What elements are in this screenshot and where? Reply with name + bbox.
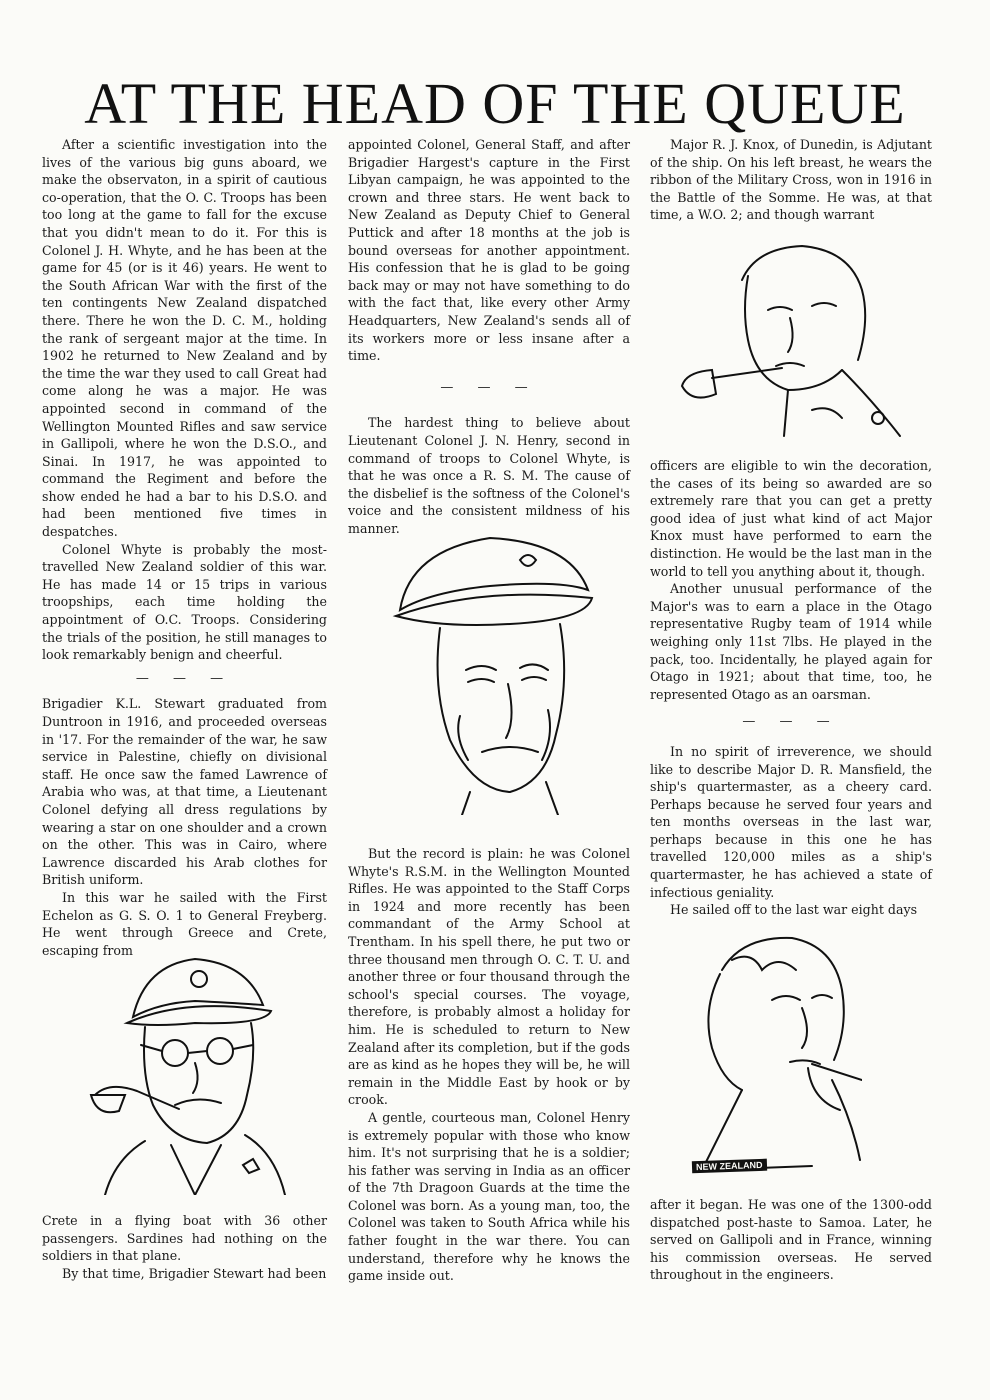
knox-rugby-paragraph: Another unusual performance of the Major's was to earn a place in the Otago representative Rugby team of 1914 while weighing only 11st 7lbs. He played in the pack, too. Incidentally, he played again for Otago in 1921; about that time, too, he represented Otago as an oarsman. <box>650 581 932 702</box>
stewart-paragraph: Brigadier K.L. Stewart graduated from Duntroon in 1916, and proceeded overseas in '17. For the remainder of the war, he saw service in Palestine, chiefly on divisional staff. He once saw the famed Lawrence of Arabia who was, at that time, a Lieutenant Colonel defying all dress regulations by wearing a star on one shoulder and a crown on the other. This was in Cairo, where Lawrence discarded his Arab clothes for British uniform. <box>42 696 327 888</box>
column-3-middle <box>650 457 932 919</box>
stewart-continued-paragraph: By that time, Brigadier Stewart had been <box>62 1265 327 1281</box>
henry-portrait-sketch <box>370 520 610 815</box>
separator: — — — <box>440 379 538 395</box>
knox-cross-paragraph: officers are eligible to win the decoration, the cases of its being so awarded are so extremely rare that you can get a pretty good idea of just what kind of act Major Knox must have performed to earn the distinction. He would be the last man in the world to tell you anything about it, though. <box>650 458 932 579</box>
column-2-bottom <box>348 845 630 1285</box>
shoulder-tag-label: NEW ZEALAND <box>692 1159 767 1174</box>
stewart-flying-boat-paragraph: Crete in a flying boat with 36 other passengers. Sardines had nothing on the soldiers in that plane. <box>42 1213 327 1264</box>
whyte-paragraph: After a scientific investigation into the lives of the various big guns aboard, we make the observaton, in a spirit of cautious co-operation, that the O. C. Troops has been too long at the game to fall for the excuse that you didn't mean to do it. For this is Colonel J. H. Whyte, and he has been at the game for 45 (or is it 46) years. He went to the South African War with the first of the ten contingents New Zealand dispatched there. There he won the D. C. M., holding the rank of sergeant major at the time. In 1902 he returned to New Zealand and by the time the war they used to call Great had come along he was a major. He was appointed second in command of the Wellington Mounted Rifles and saw service in Gallipoli, where he won the D.S.O., and Sinai. In 1917, he was appointed to command the Regiment and before the show ended he had a bar to his D.S.O. and had been mentioned five times in despatches. <box>42 137 327 540</box>
mansfield-paragraph: In no spirit of irreverence, we should like to describe Major D. R. Mansfield, the ship's quartermaster, as a cheery card. Perhaps because he served four years and ten months overseas in the last war, perhaps because in this one he has travelled 120,000 miles as a ship's quartermaster, he has achieved a state of infectious geniality. <box>650 743 932 900</box>
separator: — — — <box>742 714 840 730</box>
mansfield-samoa-paragraph: after it began. He was one of the 1300-odd dispatched post-haste to Samoa. Later, he served on Gallipoli and in France, winning his commission overseas. He served throughout in the engineers. <box>650 1197 932 1283</box>
column-2-top <box>348 136 630 537</box>
column-3-top <box>650 136 932 224</box>
column-3-bottom <box>650 1196 932 1284</box>
column-1-bottom <box>42 1212 327 1282</box>
whyte-travel-paragraph: Colonel Whyte is probably the most-travelled New Zealand soldier of this war. He has made 14 or 15 trips in various troopships, each time holding the appointment of O.C. Troops. Considering the trials of the position, he still manages to look remarkably benign and cheerful. <box>42 541 327 663</box>
page-title: AT THE HEAD OF THE QUEUE <box>84 71 906 136</box>
separator: — — — <box>135 670 234 686</box>
stewart-echelon-paragraph: In this war he sailed with the First Echelon as G. S. O. 1 to General Freyberg. He went through Greece and Crete, escaping from <box>42 889 327 958</box>
stewart-portrait-sketch <box>75 945 295 1195</box>
column-1-top <box>42 136 327 959</box>
knox-portrait-sketch <box>672 240 904 440</box>
stewart-hq-paragraph: appointed Colonel, General Staff, and after Brigadier Hargest's capture in the First Libyan campaign, he was appointed to the crown and three stars. He went back to New Zealand as Deputy Chief to General Puttick and after 18 months at the job is bound overseas for another appointment. His confession that he is glad to be going back may or may not have something to do with the fact that, like every other Army Headquarters, New Zealand's sends all of its workers more or less insane after a time. <box>348 137 630 364</box>
mansfield-sailed-paragraph: He sailed off to the last war eight days <box>670 902 918 918</box>
mansfield-portrait-sketch <box>662 930 862 1190</box>
knox-paragraph: Major R. J. Knox, of Dunedin, is Adjutant of the ship. On his left breast, he wears the ribbon of the Military Cross, won in 1916 in the Battle of the Somme. He was, at that time, a W.O. 2; and though warrant <box>650 137 932 223</box>
henry-gentle-paragraph: A gentle, courteous man, Colonel Henry is extremely popular with those who know him. It's not surprising that he is a soldier; his father was serving in India as an officer of the 7th Dragoon Guards at the time the Colonel was born. As a young man, too, the Colonel was taken to South Africa while his father fought in the war there. You can understand, therefore why he knows the game inside out. <box>348 1109 630 1284</box>
henry-record-paragraph: But the record is plain: he was Colonel Whyte's R.S.M. in the Wellington Mounted Rifles. He was appointed to the Staff Corps in 1924 and more recently has been commandant of the Army School at Trentham. In his spell there, he put two or three thousand men through O. C. T. U. and another three or four thousand through the school's special courses. The voyage, therefore, is probably almost a holiday for him. He is scheduled to return to New Zealand after its completion, but if the gods are as kind as he hopes they will be, he will remain in the Middle East by hook or by crook. <box>348 846 630 1108</box>
henry-paragraph: The hardest thing to believe about Lieutenant Colonel J. N. Henry, second in command of troops to Colonel Whyte, is that he was once a R. S. M. The cause of the disbelief is the softness of the Colonel's voice and the consistent mildness of his manner. <box>348 415 630 536</box>
